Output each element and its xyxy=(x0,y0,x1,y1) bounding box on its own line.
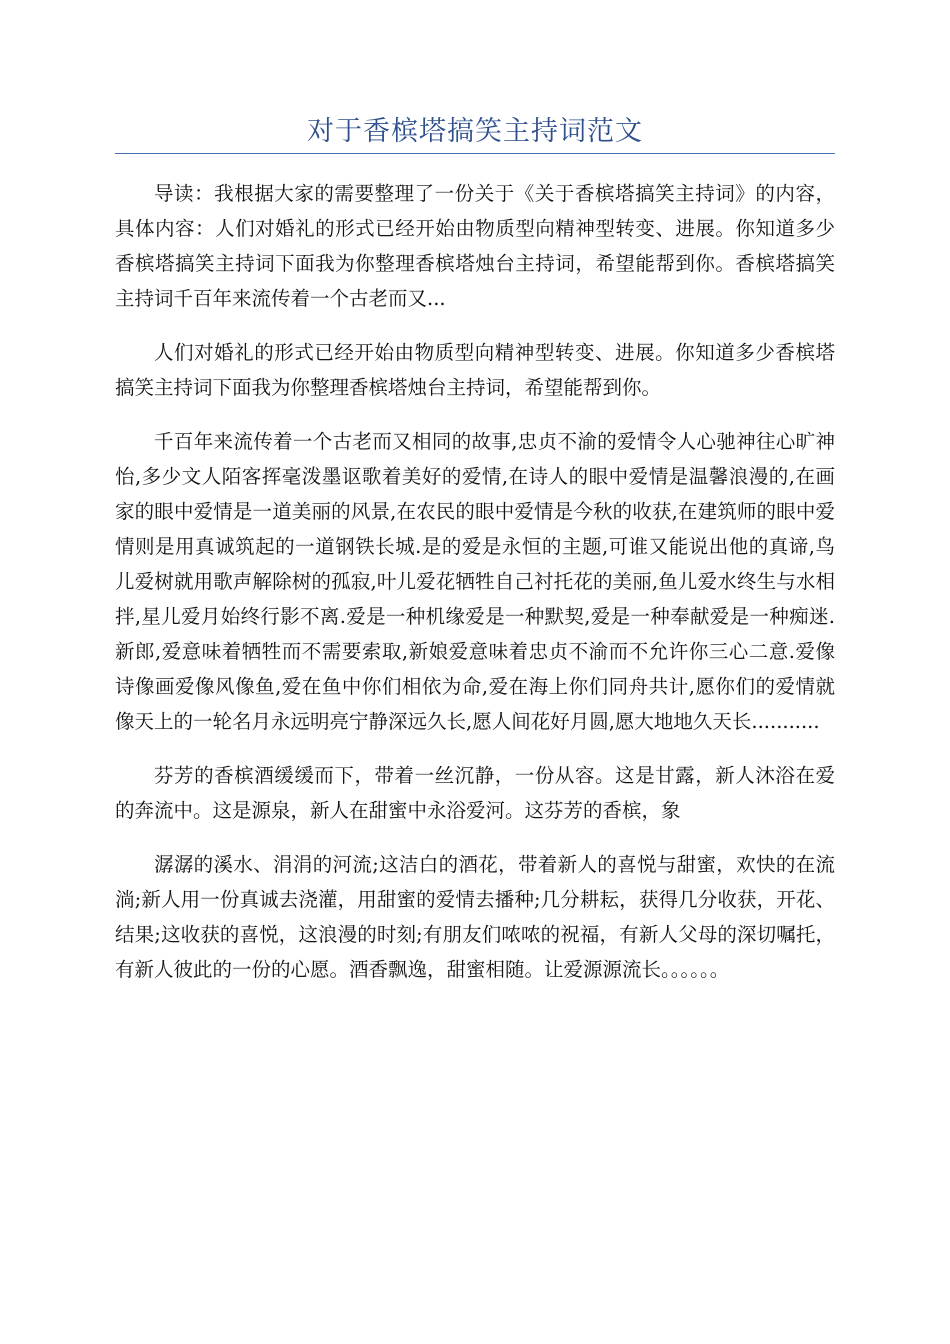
title-underline xyxy=(115,153,835,154)
document-body xyxy=(115,176,835,1006)
document-title: 对于香槟塔搞笑主持词范文 xyxy=(307,116,643,147)
paragraph-5: 潺潺的溪水、涓涓的河流;这洁白的酒花，带着新人的喜悦与甜蜜，欢快的在流淌;新人用一份真诚去浇灌，用甜蜜的爱情去播种;几分耕耘，获得几分收获，开花、结果;这收获的喜悦，这浪漫的时刻;有朋友们哝哝的祝福，有新人父母的深切嘱托，有新人彼此的一份的心愿。酒香飘逸，甜蜜相随。让爱源源流长。。。。。。 xyxy=(115,853,835,981)
paragraph-3: 千百年来流传着一个古老而又相同的故事,忠贞不渝的爱情令人心驰神往心旷神怡,多少文人陌客挥毫泼墨讴歌着美好的爱情,在诗人的眼中爱情是温馨浪漫的,在画家的眼中爱情是一道美丽的风景,在农民的眼中爱情是今秋的收获,在建筑师的眼中爱情则是用真诚筑起的一道钢铁长城.是的爱是永恒的主题,可谁又能说出他的真谛,鸟儿爱树就用歌声解除树的孤寂,叶儿爱花牺牲自己衬托花的美丽,鱼儿爱水终生与水相拌,星儿爱月始终行影不离.爱是一种机缘爱是一种默契,爱是一种奉献爱是一种痴迷.新郎,爱意味着牺牲而不需要索取,新娘爱意味着忠贞不渝而不允许你三心二意.爱像诗像画爱像风像鱼,爱在鱼中你们相依为命,爱在海上你们同舟共计,愿你们的爱情就像天上的一轮名月永远明亮宁静深远久长,愿人间花好月圆,愿大地地久天长........... xyxy=(115,430,835,733)
paragraph-4: 芬芳的香槟酒缓缓而下，带着一丝沉静，一份从容。这是甘露，新人沐浴在爱的奔流中。这是源泉，新人在甜蜜中永浴爱河。这芬芳的香槟，象 xyxy=(115,764,835,822)
paragraph-2: 人们对婚礼的形式已经开始由物质型向精神型转变、进展。你知道多少香槟塔搞笑主持词下面我为你整理香槟塔烛台主持词，希望能帮到你。 xyxy=(115,341,835,399)
paragraph-intro: 导读：我根据大家的需要整理了一份关于《关于香槟塔搞笑主持词》的内容，具体内容：人们对婚礼的形式已经开始由物质型向精神型转变、进展。你知道多少香槟塔搞笑主持词下面我为你整理香槟塔烛台主持词，希望能帮到你。香槟塔搞笑主持词千百年来流传着一个古老而又... xyxy=(115,182,835,310)
